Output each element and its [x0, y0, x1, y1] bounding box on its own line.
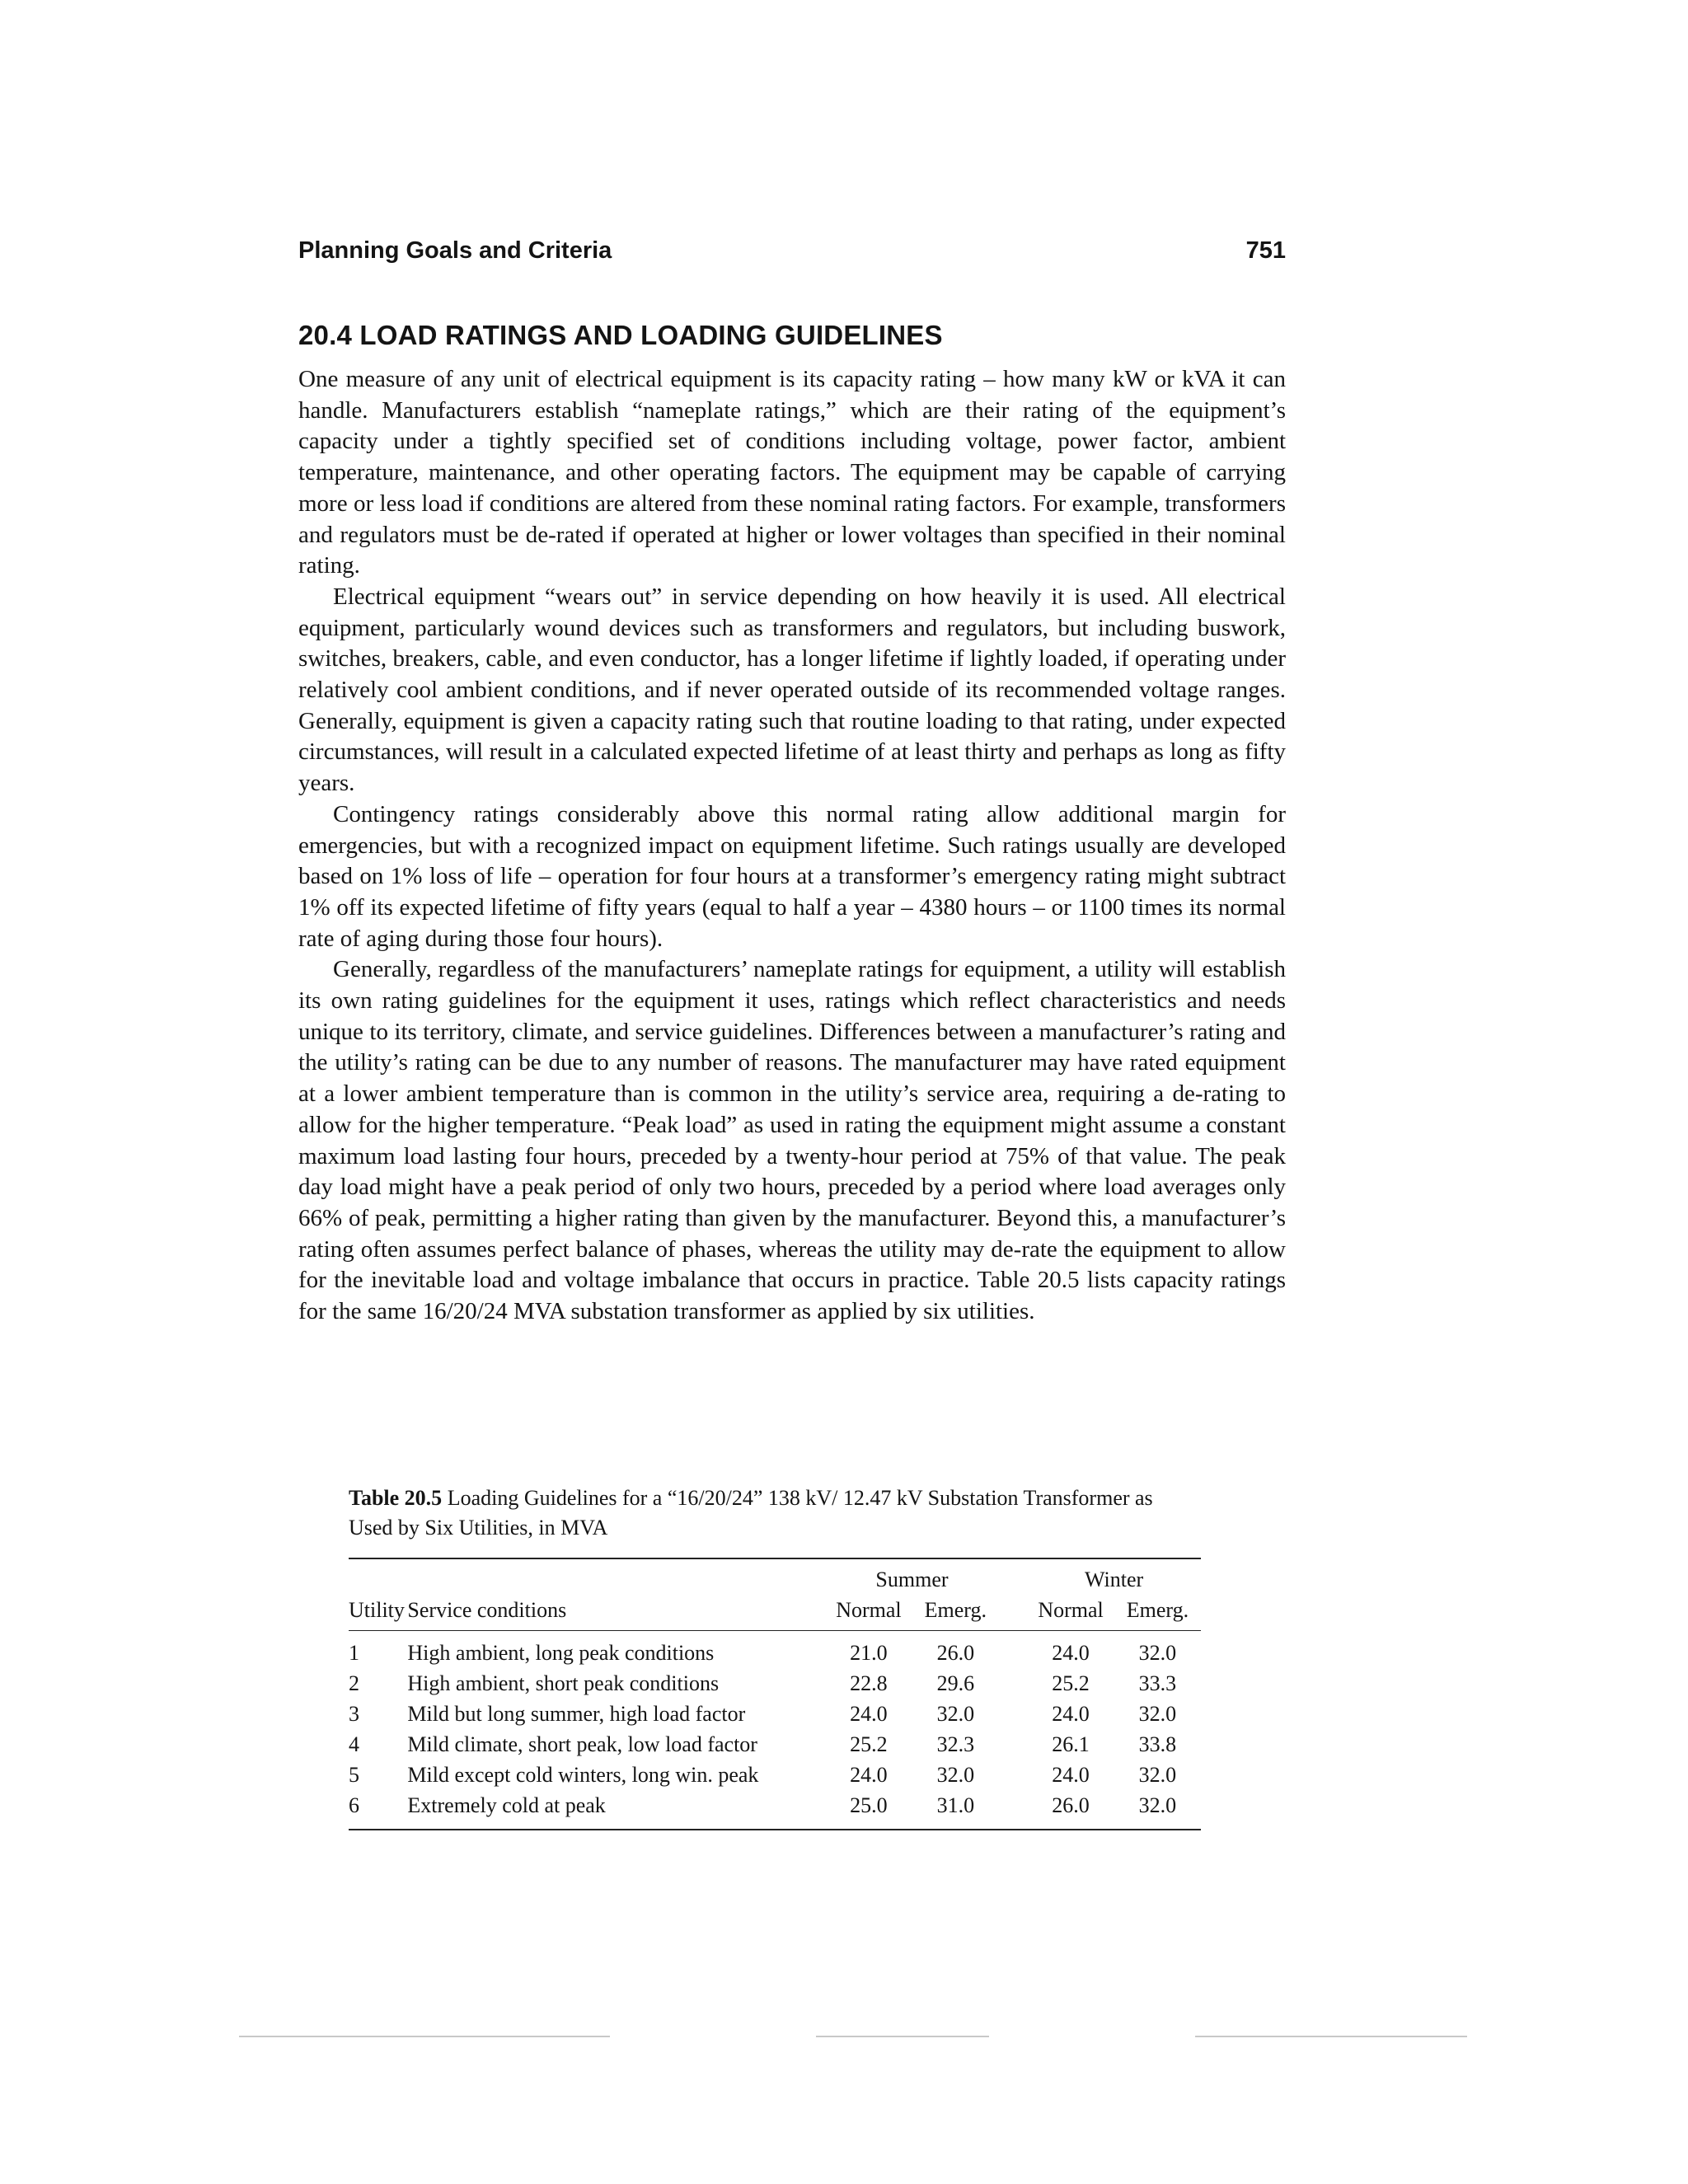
table-row: [349, 1729, 1201, 1760]
cell-winter-normal: 25.2: [1052, 1671, 1090, 1695]
col-header-winter-emerg: Emerg.: [1114, 1595, 1201, 1631]
cell-summer-emerg: 26.0: [936, 1640, 975, 1665]
table-caption-text: Loading Guidelines for a “16/20/24” 138 kV/ 12.47 kV Substation Transformer as Used by Six Utilities, in MVA: [349, 1486, 1153, 1540]
scan-artifact-left: [239, 2036, 610, 2037]
cell-winter-emerg: 32.0: [1138, 1640, 1177, 1665]
cell-winter-normal: 24.0: [1052, 1701, 1090, 1726]
table-block: [349, 1483, 1201, 1830]
cell-winter-emerg: 33.3: [1138, 1671, 1177, 1695]
cell-winter-normal: 24.0: [1052, 1762, 1090, 1787]
cell-winter-emerg: 33.8: [1138, 1732, 1177, 1756]
cell-utility: 3: [349, 1701, 359, 1726]
cell-service: Mild except cold winters, long win. peak: [407, 1762, 759, 1787]
group-header-summer: Summer: [875, 1567, 949, 1591]
group-header-winter: Winter: [1085, 1567, 1144, 1591]
cell-service: Extremely cold at peak: [407, 1793, 606, 1817]
table-row: [349, 1760, 1201, 1790]
col-header-winter-normal: Normal: [1027, 1595, 1114, 1631]
cell-summer-emerg: 29.6: [936, 1671, 975, 1695]
table-row: [349, 1790, 1201, 1830]
cell-summer-normal: 24.0: [850, 1701, 888, 1726]
cell-service: High ambient, short peak conditions: [407, 1671, 720, 1695]
cell-winter-normal: 26.0: [1052, 1793, 1090, 1817]
col-header-utility: Utility: [349, 1595, 407, 1631]
cell-service: Mild climate, short peak, low load factor: [407, 1732, 757, 1756]
cell-winter-emerg: 32.0: [1138, 1793, 1177, 1817]
table-caption: [349, 1483, 1201, 1543]
cell-summer-normal: 21.0: [850, 1640, 888, 1665]
page-number: 751: [1245, 237, 1286, 264]
body-text: [298, 364, 1286, 1328]
cell-utility: 6: [349, 1793, 359, 1817]
cell-summer-normal: 24.0: [850, 1762, 888, 1787]
cell-service: High ambient, long peak conditions: [407, 1640, 715, 1665]
col-header-summer-emerg: Emerg.: [912, 1595, 999, 1631]
table-row: [349, 1631, 1201, 1669]
cell-winter-normal: 24.0: [1052, 1640, 1090, 1665]
cell-winter-normal: 26.1: [1052, 1732, 1090, 1756]
cell-winter-emerg: 32.0: [1138, 1762, 1177, 1787]
table-row: [349, 1668, 1201, 1699]
cell-summer-normal: 25.2: [850, 1732, 888, 1756]
section-heading: 20.4 LOAD RATINGS AND LOADING GUIDELINES: [298, 320, 943, 350]
paragraph: Contingency ratings considerably above this normal rating allow additional margin for emergencies, but with a recognized impact on equipment lifetime. Such ratings usually are developed based on 1% loss of life – operation for four hours at a transformer’s emergency rating might subtract 1% off its expected lifetime of fifty years (equal to half a year – 4380 hours – or 1100 times its normal rate of aging during those four hours).: [298, 800, 1286, 952]
cell-summer-normal: 22.8: [850, 1671, 888, 1695]
paragraph: Generally, regardless of the manufacturers’ nameplate ratings for equipment, a utility will establish its own rating guidelines for the equipment it uses, ratings which reflect characteristics and needs unique to its territory, climate, and service guidelines. Differences between a manufacturer’s rating and the utility’s rating can be due to any number of reasons. The manufacturer may have rated equipment at a lower ambient temperature than is common in the utility’s service area, requiring a de-rating to allow for the higher temperature. “Peak load” as used in rating the equipment might assume a constant maximum load lasting four hours, preceded by a twenty-hour period at 75% of that value. The peak day load might have a peak period of only two hours, preceded by a period where load averages only 66% of peak, permitting a higher rating than given by the manufacturer. Beyond this, a manufacturer’s rating often assumes perfect balance of phases, whereas the utility may de-rate the equipment to allow for the inevitable load and voltage imbalance that occurs in practice. Table 20.5 lists capacity ratings for the same 16/20/24 MVA substation transformer as applied by six utilities.: [298, 956, 1286, 1325]
cell-utility: 1: [349, 1640, 359, 1665]
cell-summer-emerg: 32.0: [936, 1701, 975, 1726]
cell-utility: 4: [349, 1732, 359, 1756]
paragraph: One measure of any unit of electrical equipment is its capacity rating – how many kW or kVA it can handle. Manufacturers establish “nameplate ratings,” which are their rating of the equipment’s capacity under a tightly specified set of conditions including voltage, power factor, ambient temperature, maintenance, and other operating factors. The equipment may be capable of carrying more or less load if conditions are altered from these nominal rating factors. For example, transformers and regulators must be de-rated if operated at higher or lower voltages than specified in their nominal rating.: [298, 366, 1286, 579]
scan-artifact-center: [816, 2036, 989, 2037]
cell-summer-emerg: 31.0: [936, 1793, 975, 1817]
cell-service: Mild but long summer, high load factor: [407, 1701, 746, 1726]
cell-utility: 5: [349, 1762, 359, 1787]
cell-summer-emerg: 32.3: [936, 1732, 975, 1756]
table-row: [349, 1699, 1201, 1729]
table-caption-label: Table 20.5: [349, 1486, 443, 1510]
loading-guidelines-table: [349, 1558, 1201, 1830]
col-header-summer-normal: Normal: [825, 1595, 912, 1631]
col-header-service: Service conditions: [407, 1595, 825, 1631]
cell-utility: 2: [349, 1671, 359, 1695]
cell-winter-emerg: 32.0: [1138, 1701, 1177, 1726]
scan-artifact-right: [1195, 2036, 1467, 2037]
cell-summer-emerg: 32.0: [936, 1762, 975, 1787]
cell-summer-normal: 25.0: [850, 1793, 888, 1817]
running-head: [298, 237, 1286, 265]
running-head-title: Planning Goals and Criteria: [298, 237, 612, 264]
paragraph: Electrical equipment “wears out” in service depending on how heavily it is used. All electrical equipment, particularly wound devices such as transformers and regulators, but including buswork, switches, breakers, cable, and even conductor, has a longer lifetime if lightly loaded, if operating under relatively cool ambient conditions, and if never operated outside of its recommended voltage ranges. Generally, equipment is given a capacity rating such that routine loading to that rating, under expected circumstances, will result in a calculated expected lifetime of at least thirty and perhaps as long as fifty years.: [298, 583, 1286, 797]
